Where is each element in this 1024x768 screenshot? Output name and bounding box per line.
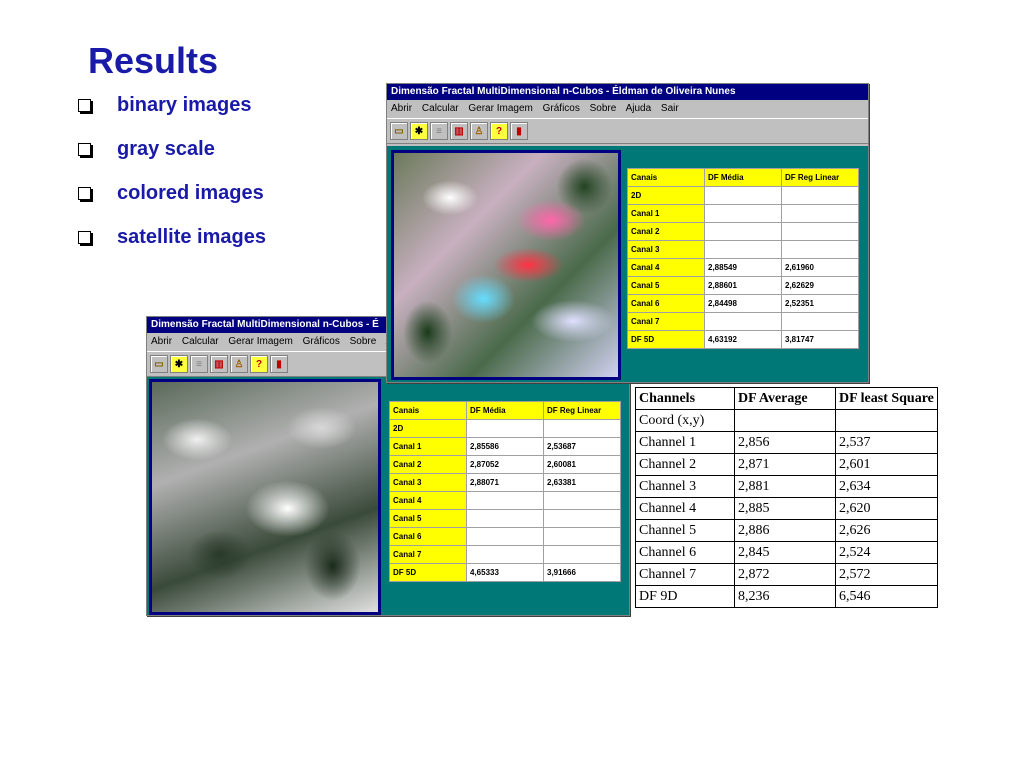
grid-cell[interactable] [467,510,544,528]
table-header-cell: Channels [636,388,735,410]
grid-cell: Canal 2 [390,456,467,474]
table-cell: 8,236 [735,586,836,608]
grid-row [390,438,621,456]
table-cell: 2,856 [735,432,836,454]
bullet-item [76,92,266,136]
table-cell [735,410,836,432]
grid-row [390,546,621,564]
grid-cell[interactable]: 2,88549 [705,259,782,277]
grid-row [390,474,621,492]
table-cell: Channel 2 [636,454,735,476]
colored-satellite-image [391,150,621,380]
list-icon[interactable]: ≡ [190,355,208,373]
grid-cell[interactable]: 4,63192 [705,331,782,349]
grid-cell: DF 5D [628,331,705,349]
bullet-text: binary images [117,94,252,116]
menu-graficos[interactable]: Gráficos [302,336,340,347]
grid-cell[interactable]: 2,63381 [544,474,621,492]
table-row [636,454,938,476]
table-cell: 6,546 [836,586,938,608]
grid-cell: Canal 1 [628,205,705,223]
table-row [636,476,938,498]
grid-row [628,205,859,223]
list-icon[interactable]: ≡ [430,122,448,140]
grid-cell[interactable]: 3,91666 [544,564,621,582]
bullet-item [76,136,266,180]
grid-row [390,420,621,438]
grid-cell[interactable] [705,187,782,205]
grid-cell[interactable] [467,420,544,438]
grid-cell: Canal 3 [628,241,705,259]
bullet-item [76,180,266,224]
grid-cell: Canal 4 [628,259,705,277]
grid-row [628,223,859,241]
table-row [636,498,938,520]
grid-cell[interactable]: 2,85586 [467,438,544,456]
table-cell: Coord (x,y) [636,410,735,432]
table-row [636,586,938,608]
help-icon[interactable]: ? [250,355,268,373]
grid-cell: Canal 7 [390,546,467,564]
window-title-bar[interactable]: Dimensão Fractal MultiDimensional n-Cubos - Éldman de Oliveira Nunes [387,84,868,100]
grid-cell[interactable] [467,546,544,564]
grid-header-cell: Canais [628,169,705,187]
bullet-list [76,92,266,268]
run-icon[interactable]: ✱ [170,355,188,373]
table-cell: 2,572 [836,564,938,586]
bullet-item [76,224,266,268]
table-cell [836,410,938,432]
table-cell: Channel 6 [636,542,735,564]
grid-cell[interactable] [544,492,621,510]
table-cell: 2,524 [836,542,938,564]
table-cell: Channel 1 [636,432,735,454]
menu-gerar-imagem[interactable]: Gerar Imagem [228,336,293,347]
grid-cell: Canal 5 [390,510,467,528]
table-cell: Channel 5 [636,520,735,542]
table-cell: 2,881 [735,476,836,498]
bullet-text: satellite images [117,226,266,248]
grid-cell[interactable] [782,205,859,223]
grid-row [390,456,621,474]
grid-header-cell: DF Média [467,402,544,420]
grayscale-satellite-image [149,379,381,615]
menu-calcular[interactable]: Calcular [421,103,459,114]
grid-cell[interactable]: 4,65333 [467,564,544,582]
grid-cell[interactable] [782,187,859,205]
toolbar [387,118,868,144]
grid-cell: Canal 1 [390,438,467,456]
client-area [147,377,629,615]
grid-cell: Canal 3 [390,474,467,492]
table-cell: Channel 7 [636,564,735,586]
table-cell: 2,845 [735,542,836,564]
grid-cell[interactable] [705,205,782,223]
table-cell: 2,871 [735,454,836,476]
bullet-text: colored images [117,182,264,204]
grid-cell[interactable] [782,223,859,241]
grid-cell[interactable] [782,241,859,259]
grid-cell: Canal 2 [628,223,705,241]
menu-abrir[interactable]: Abrir [391,103,413,114]
client-area [387,146,868,382]
menu-gerar-imagem[interactable]: Gerar Imagem [468,103,533,114]
grid-cell[interactable] [467,492,544,510]
results-summary-table [635,387,938,608]
grid-cell[interactable]: 2,52351 [782,295,859,313]
checkbox-bullet-icon [78,231,91,244]
grid-cell[interactable]: 3,81747 [782,331,859,349]
table-header-cell: DF Average [735,388,836,410]
grid-row [628,313,859,331]
checkbox-bullet-icon [78,187,91,200]
grid-cell[interactable] [544,510,621,528]
grid-cell: 2D [390,420,467,438]
exit-icon[interactable]: ▮ [270,355,288,373]
table-cell: Channel 3 [636,476,735,498]
bullet-text: gray scale [117,138,215,160]
grid-cell[interactable] [467,528,544,546]
results-grid [389,401,621,582]
grid-row [628,295,859,313]
app-window-front[interactable] [386,83,869,383]
grid-cell: Canal 6 [628,295,705,313]
help-icon[interactable]: ? [490,122,508,140]
grid-cell[interactable] [544,420,621,438]
grid-row [390,510,621,528]
menu-sobre[interactable]: Sobre [589,103,617,114]
menu-graficos[interactable]: Gráficos [542,103,580,114]
table-cell: 2,885 [735,498,836,520]
grid-cell[interactable] [705,241,782,259]
menu-sair[interactable]: Sair [660,103,679,114]
grid-header-cell: DF Reg Linear [782,169,859,187]
grid-cell[interactable] [705,223,782,241]
results-grid [627,168,859,349]
grid-header-cell: DF Média [705,169,782,187]
open-folder-icon[interactable]: ▭ [150,355,168,373]
bell-icon[interactable]: ♙ [470,122,488,140]
grid-cell[interactable] [544,546,621,564]
checkbox-bullet-icon [78,143,91,156]
table-header-cell: DF least Square [836,388,938,410]
grid-cell: 2D [628,187,705,205]
grid-row [628,331,859,349]
table-cell: 2,634 [836,476,938,498]
bell-icon[interactable]: ♙ [230,355,248,373]
grid-row [390,564,621,582]
grid-row [390,492,621,510]
menu-bar [387,100,868,118]
menu-ajuda[interactable]: Ajuda [625,103,652,114]
window-title-bar[interactable]: Dimensão Fractal MultiDimensional n-Cubos - É [147,317,629,333]
table-row [636,542,938,564]
exit-icon[interactable]: ▮ [510,122,528,140]
table-cell: 2,886 [735,520,836,542]
grid-cell[interactable] [705,313,782,331]
grid-header-cell: DF Reg Linear [544,402,621,420]
slide-title: Results [88,40,219,81]
table-cell: 2,620 [836,498,938,520]
grid-cell[interactable]: 2,60081 [544,456,621,474]
grid-cell: Canal 4 [390,492,467,510]
run-icon[interactable]: ✱ [410,122,428,140]
grid-row [628,187,859,205]
grid-row [628,241,859,259]
grid-cell: Canal 7 [628,313,705,331]
table-cell: 2,626 [836,520,938,542]
table-cell: 2,872 [735,564,836,586]
grid-cell[interactable]: 2,53687 [544,438,621,456]
grid-cell: DF 5D [390,564,467,582]
table-row [636,520,938,542]
grid-cell: Canal 5 [628,277,705,295]
grid-cell[interactable]: 2,84498 [705,295,782,313]
grid-cell[interactable]: 2,88071 [467,474,544,492]
grid-cell[interactable]: 2,88601 [705,277,782,295]
table-cell: Channel 4 [636,498,735,520]
grid-cell[interactable]: 2,61960 [782,259,859,277]
grid-header-cell: Canais [390,402,467,420]
grid-cell[interactable] [544,528,621,546]
open-folder-icon[interactable]: ▭ [390,122,408,140]
menu-sobre[interactable]: Sobre [349,336,377,347]
chart-icon[interactable]: ▥ [210,355,228,373]
table-cell: 2,537 [836,432,938,454]
table-cell: 2,601 [836,454,938,476]
grid-row [628,259,859,277]
grid-cell: Canal 6 [390,528,467,546]
table-row [636,564,938,586]
menu-abrir[interactable]: Abrir [151,336,173,347]
grid-row [390,528,621,546]
menu-calcular[interactable]: Calcular [181,336,219,347]
table-cell: DF 9D [636,586,735,608]
chart-icon[interactable]: ▥ [450,122,468,140]
checkbox-bullet-icon [78,99,91,112]
grid-row [628,277,859,295]
table-row [636,432,938,454]
grid-cell[interactable] [782,313,859,331]
grid-cell[interactable]: 2,62629 [782,277,859,295]
grid-cell[interactable]: 2,87052 [467,456,544,474]
table-row [636,410,938,432]
